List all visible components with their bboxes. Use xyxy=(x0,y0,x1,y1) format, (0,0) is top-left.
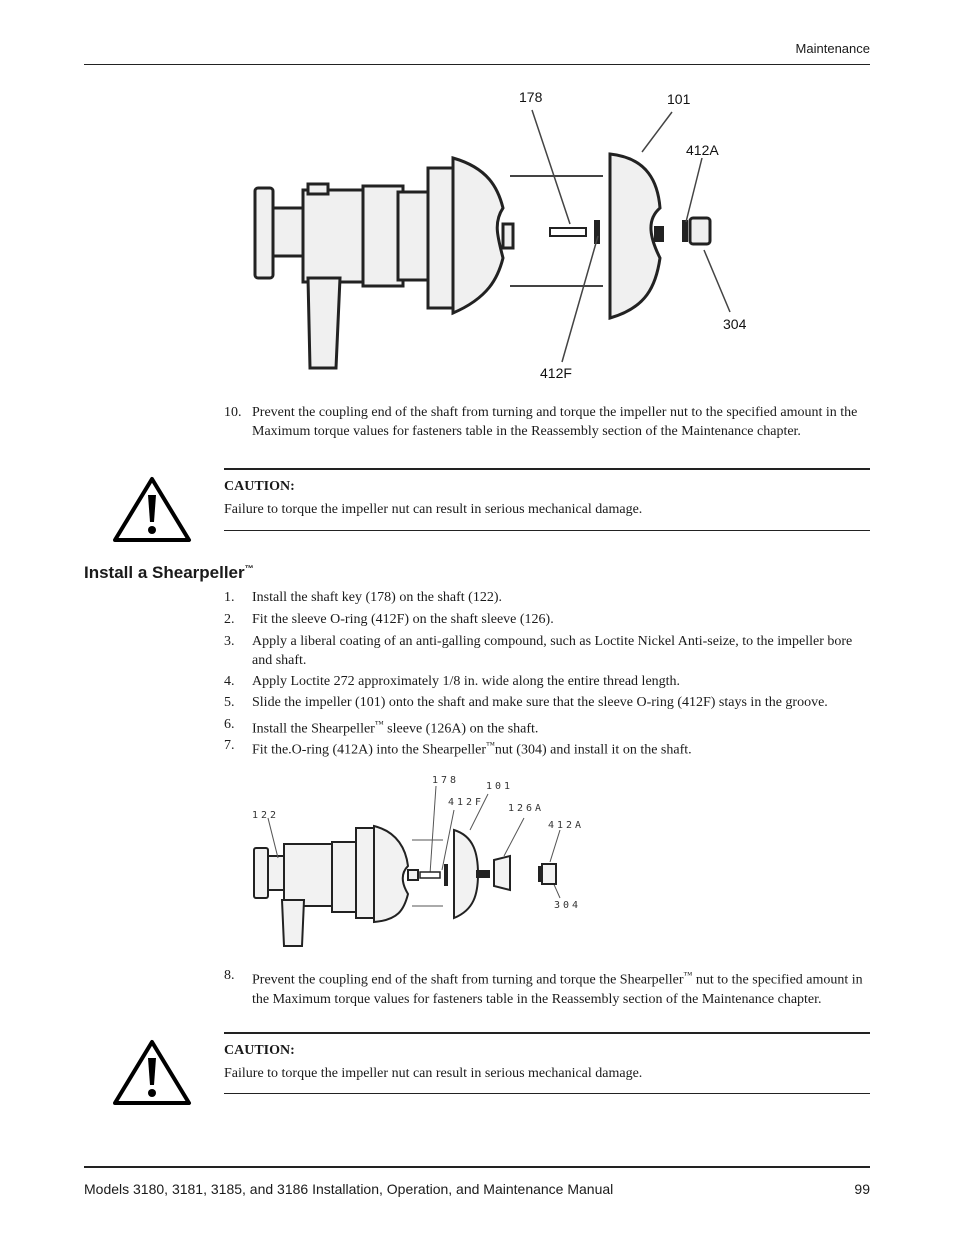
step-8 xyxy=(224,966,872,1024)
callout-101: 101 xyxy=(667,91,691,107)
footer-manual-title: Models 3180, 3181, 3185, and 3186 Installation, Operation, and Maintenance Manual xyxy=(84,1181,614,1197)
step-text: Install the shaft key (178) on the shaft (122). xyxy=(252,590,502,605)
step-text xyxy=(252,736,872,760)
running-header: Maintenance xyxy=(795,41,870,56)
caution-bottom-rule xyxy=(224,530,870,531)
callout-304: 304 xyxy=(554,900,582,911)
step-text-part: nut (304) and install it on the shaft. xyxy=(494,742,692,758)
step-number: 3. xyxy=(224,634,235,649)
section-heading xyxy=(84,563,254,583)
step-7 xyxy=(224,736,872,758)
shearpeller-exploded-figure xyxy=(248,770,580,954)
step-number: 6. xyxy=(224,717,235,732)
step-6 xyxy=(224,715,872,737)
step-2 xyxy=(224,610,872,629)
callout-101: 101 xyxy=(486,781,514,792)
callout-126a: 126A xyxy=(508,803,545,814)
step-text-part: Prevent the coupling end of the shaft from turning and torque the Shearpeller xyxy=(252,972,684,988)
step-number: 5. xyxy=(224,695,235,710)
trademark-symbol: ™ xyxy=(683,970,693,980)
step-number: 2. xyxy=(224,612,235,627)
footer-rule xyxy=(84,1166,870,1168)
step-5 xyxy=(224,693,872,712)
callout-412f: 412F xyxy=(540,365,572,381)
step-text-part: Install the Shearpeller xyxy=(252,721,375,737)
step-number: 4. xyxy=(224,674,235,689)
step-10 xyxy=(224,403,872,461)
figure1-leaders xyxy=(500,100,760,390)
step-3 xyxy=(224,632,872,670)
step-number: 8. xyxy=(224,968,235,983)
callout-178: 178 xyxy=(432,775,460,786)
warning-triangle-icon xyxy=(112,475,192,543)
section-heading-text: Install a Shearpeller xyxy=(84,563,245,582)
step-text-part: sleeve (126A) on the shaft. xyxy=(383,721,539,737)
callout-412a: 412A xyxy=(686,142,719,158)
callout-304: 304 xyxy=(723,316,747,332)
page-number: 99 xyxy=(854,1181,870,1197)
callout-178: 178 xyxy=(519,89,543,105)
warning-triangle-icon xyxy=(112,1038,192,1106)
caution-text: Failure to torque the impeller nut can result in serious mechanical damage. xyxy=(224,1066,643,1081)
caution-top-rule xyxy=(224,468,870,470)
step-text-part: Fit the.O-ring (412A) into the Shearpeller xyxy=(252,742,487,758)
step-number: 10. xyxy=(224,405,242,420)
callout-412a: 412A xyxy=(548,820,585,831)
caution-text: Failure to torque the impeller nut can result in serious mechanical damage. xyxy=(224,502,643,517)
step-text: Apply Loctite 272 approximately 1/8 in. wide along the entire thread length. xyxy=(252,674,681,689)
step-text-part: nut to the specified amount in the Maximum torque values for fasteners table in the Reassembly section of the Maintenance chapter. xyxy=(252,972,863,1007)
step-number: 1. xyxy=(224,590,235,605)
caution-title: CAUTION: xyxy=(224,479,295,494)
caution-top-rule xyxy=(224,1032,870,1034)
callout-412f: 412F xyxy=(448,797,485,808)
step-number: 7. xyxy=(224,738,235,753)
trademark-symbol: ™ xyxy=(486,740,495,750)
trademark-symbol: ™ xyxy=(374,719,384,729)
step-text: Fit the sleeve O-ring (412F) on the shaft sleeve (126). xyxy=(252,612,554,627)
callout-122: 122 xyxy=(252,810,280,821)
step-1 xyxy=(224,588,872,607)
step-text: Apply a liberal coating of an anti-galling compound, such as Loctite Nickel Anti-seize, to the impeller bore and shaft. xyxy=(252,634,853,668)
caution-bottom-rule xyxy=(224,1093,870,1094)
step-4 xyxy=(224,672,872,691)
step-text: Slide the impeller (101) onto the shaft and make sure that the sleeve O-ring (412F) stays in the groove. xyxy=(252,695,828,710)
trademark-symbol: ™ xyxy=(244,563,254,574)
step-text xyxy=(252,966,872,1009)
header-rule xyxy=(84,64,870,65)
step-text: Prevent the coupling end of the shaft from turning and torque the impeller nut to the specified amount in the Maximum torque values for fasteners table in the Reassembly section of the Maintenance chapter. xyxy=(252,405,858,439)
caution-title: CAUTION: xyxy=(224,1043,295,1058)
